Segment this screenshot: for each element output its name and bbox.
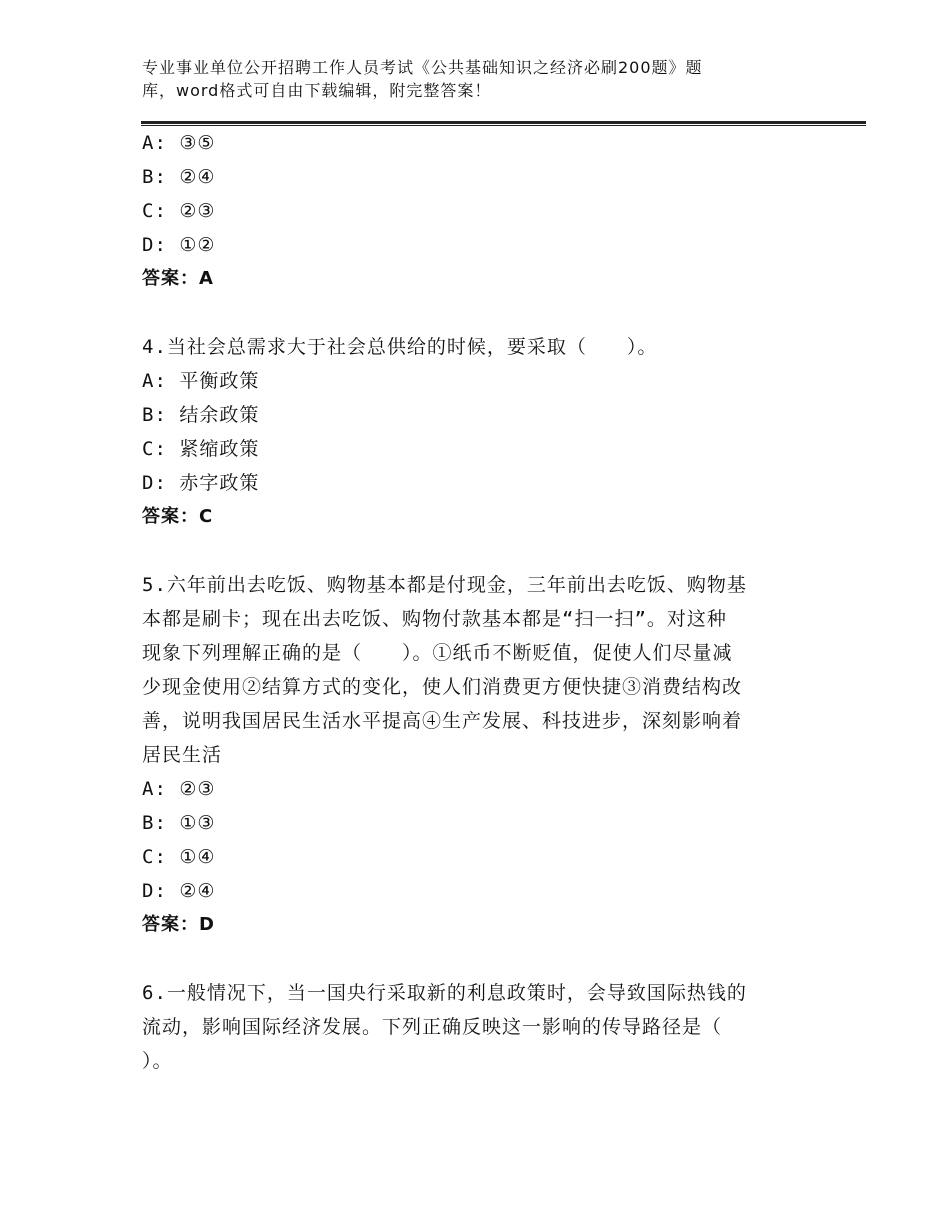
option-b: B: 结余政策 [142, 404, 260, 426]
spacer [142, 534, 802, 568]
question-text: ）。 [142, 1050, 173, 1072]
question-text: 4.当社会总需求大于社会总供给的时候，要采取（ ）。 [142, 336, 658, 358]
option-a: A: ②③ [142, 778, 216, 800]
header-line-1: 专业事业单位公开招聘工作人员考试《公共基础知识之经济必刷200题》题 [142, 58, 703, 77]
header-line-2: 库，word格式可自由下载编辑，附完整答案！ [142, 81, 492, 100]
spacer [142, 296, 802, 330]
question-4 [142, 330, 802, 534]
question-text: 现象下列理解正确的是（ ）。①纸币不断贬值，促使人们尽量减 [142, 642, 733, 664]
question-text: 善，说明我国居民生活水平提高④生产发展、科技进步，深刻影响着 [142, 710, 743, 732]
answer: 答案：D [142, 914, 215, 935]
option-c: C: ①④ [142, 846, 216, 868]
option-c: C: ②③ [142, 200, 216, 222]
spacer [142, 942, 802, 976]
option-b: B: ①③ [142, 812, 216, 834]
answer: 答案：C [142, 506, 214, 527]
option-d: D: ①② [142, 234, 216, 256]
question-text: 5.六年前出去吃饭、购物基本都是付现金，三年前出去吃饭、购物基 [142, 574, 747, 596]
question-list [142, 126, 802, 1078]
question-text: 居民生活 [142, 744, 223, 766]
answer: 答案：A [142, 268, 214, 289]
question-5 [142, 568, 802, 942]
question-text: 流动，影响国际经济发展。下列正确反映这一影响的传导路径是（ [142, 1016, 723, 1038]
question-text: 本都是刷卡；现在出去吃饭、购物付款基本都是“扫一扫”。对这种 [142, 608, 727, 630]
option-d: D: ②④ [142, 880, 216, 902]
header-divider [141, 121, 866, 124]
option-a: A: 平衡政策 [142, 370, 260, 392]
question-3-tail [142, 126, 802, 296]
option-b: B: ②④ [142, 166, 216, 188]
option-d: D: 赤字政策 [142, 472, 260, 494]
question-6 [142, 976, 802, 1078]
document-header [142, 56, 772, 102]
option-c: C: 紧缩政策 [142, 438, 260, 460]
option-a: A: ③⑤ [142, 132, 216, 154]
question-text: 6.一般情况下，当一国央行采取新的利息政策时，会导致国际热钱的 [142, 982, 747, 1004]
question-text: 少现金使用②结算方式的变化，使人们消费更方便快捷③消费结构改 [142, 676, 743, 698]
